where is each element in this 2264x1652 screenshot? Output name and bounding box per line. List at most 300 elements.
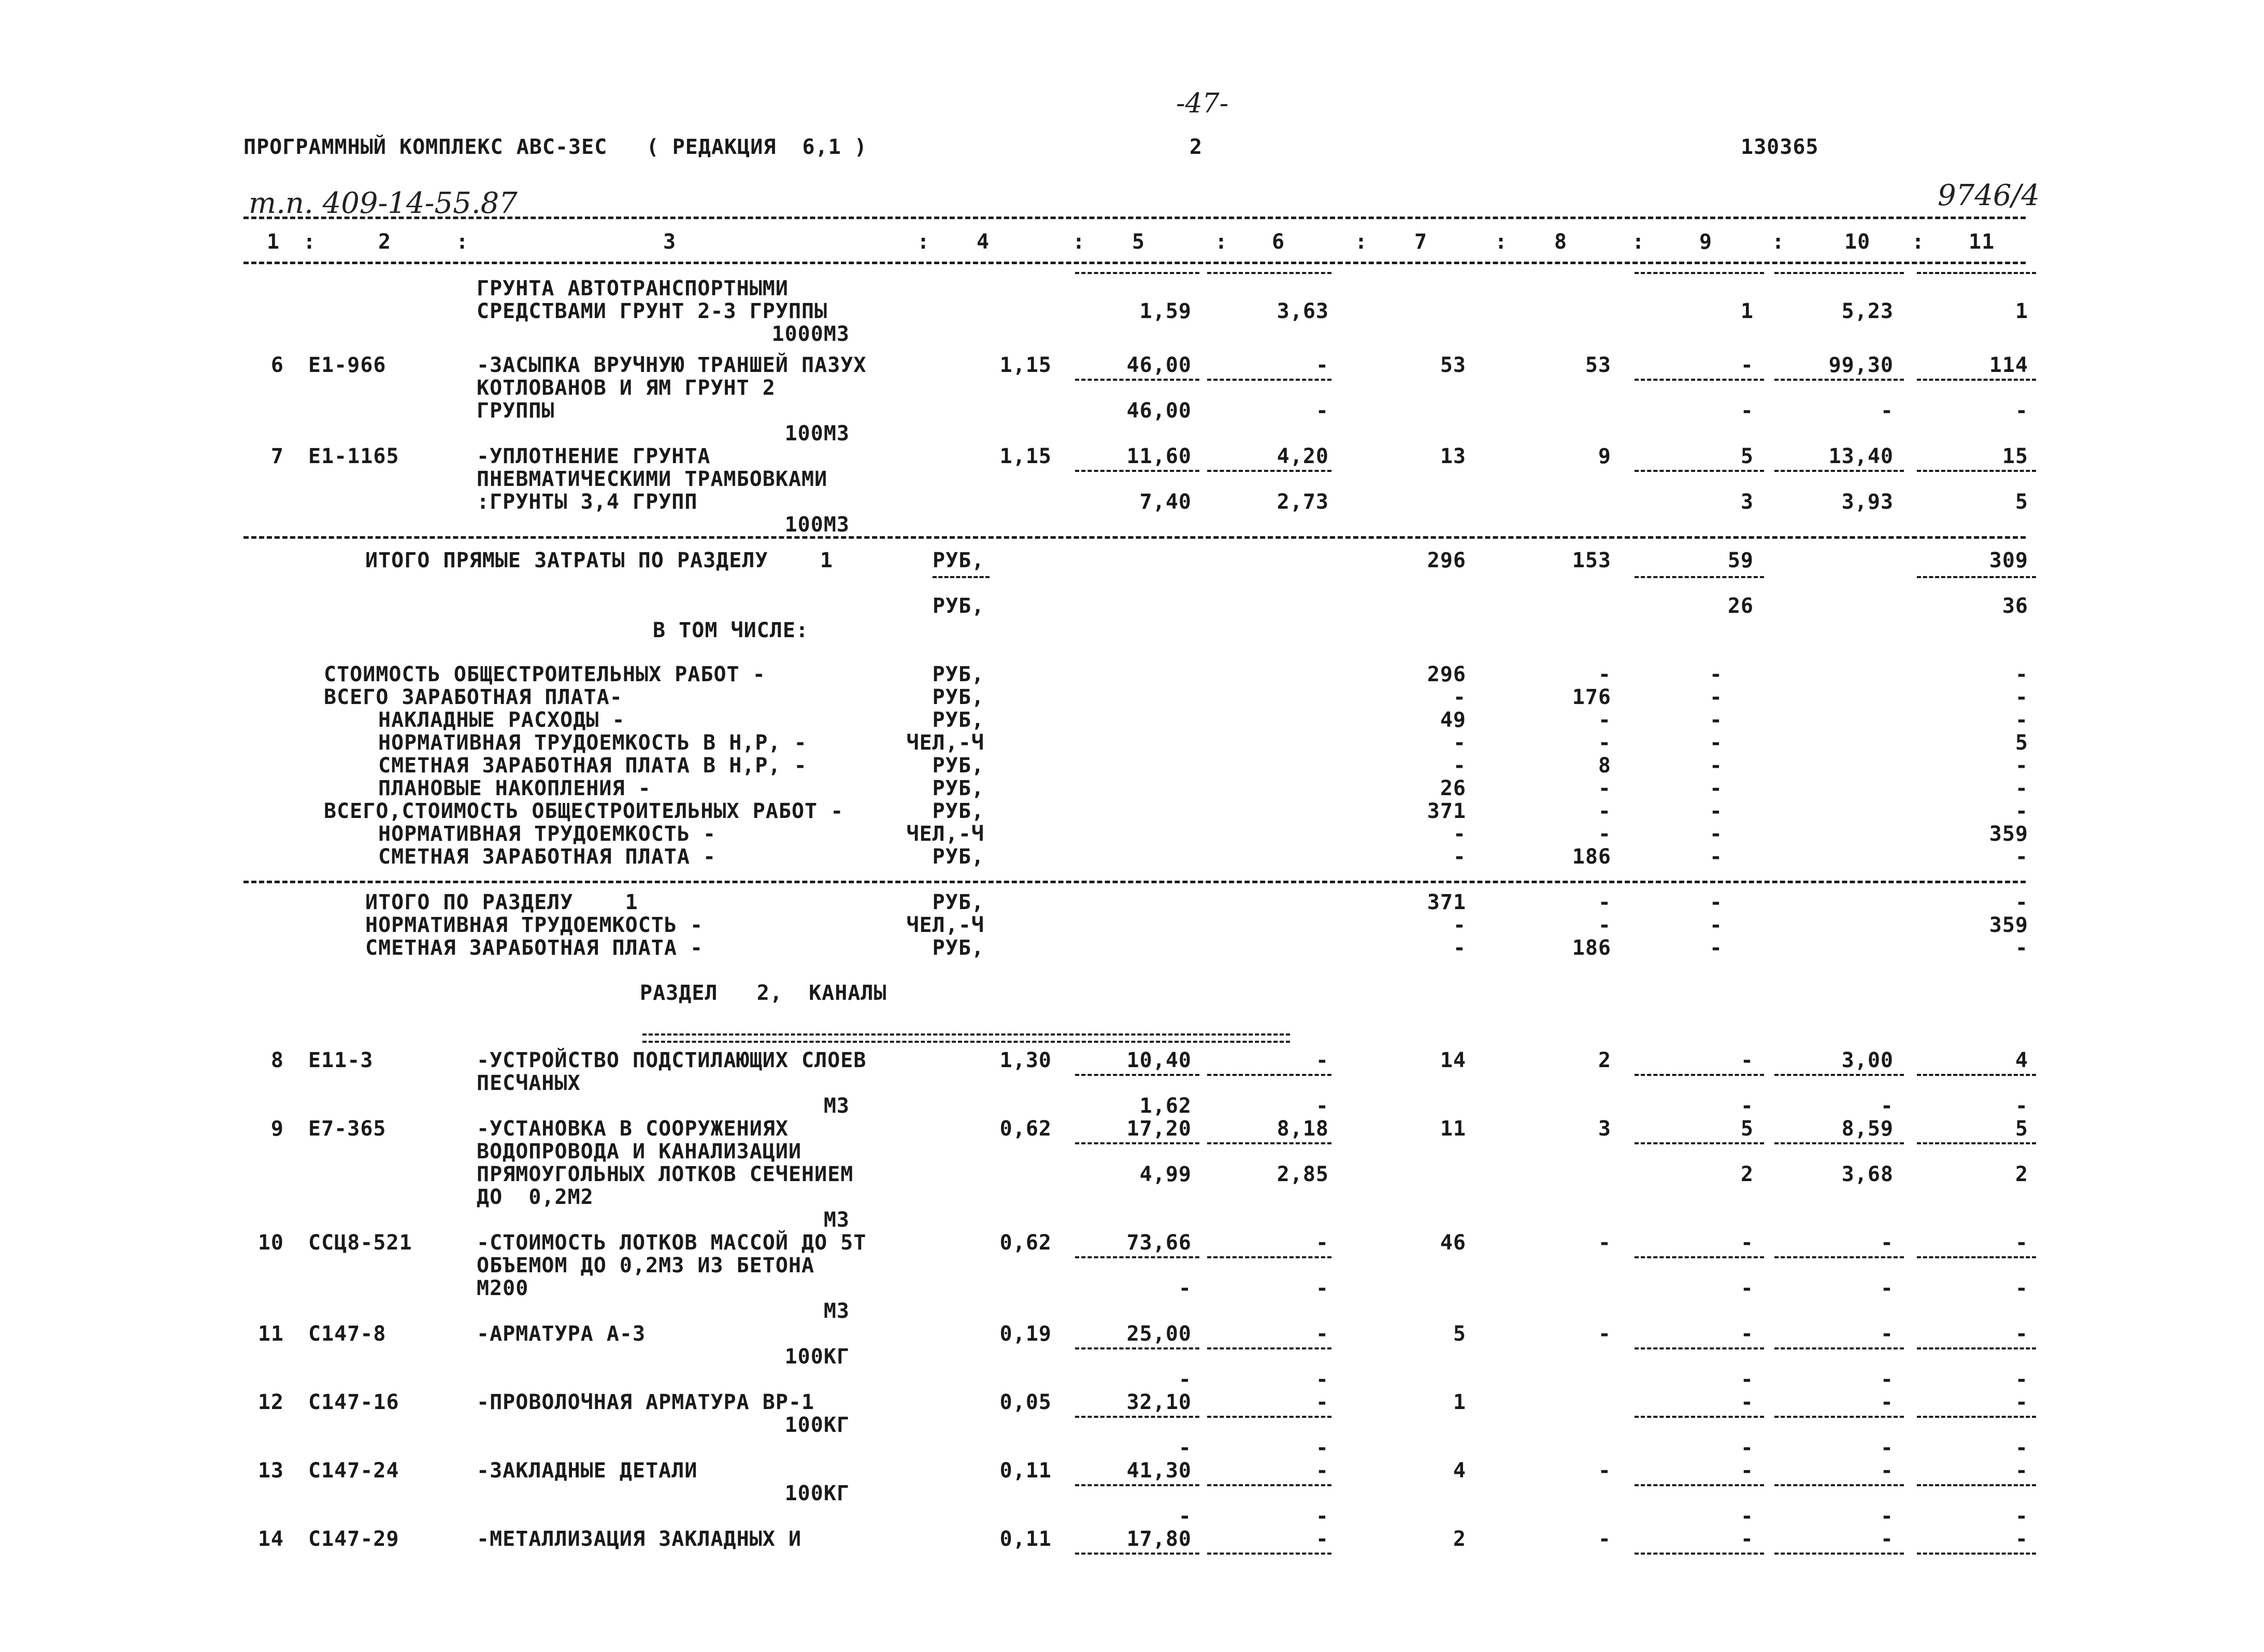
subtotal-rule xyxy=(1917,470,2036,472)
unit-of-measure: М3 xyxy=(823,1094,850,1118)
summary-c9: - xyxy=(1709,845,1723,869)
value-c11b: 5 xyxy=(2015,490,2028,514)
value-c5: 17,80 xyxy=(1126,1527,1192,1551)
total-direct-c9b: 26 xyxy=(1727,594,1754,618)
value-c6: - xyxy=(1315,1048,1329,1072)
subtotal-rule xyxy=(1917,1347,2036,1349)
work-description: ПРЯМОУГОЛЬНЫХ ЛОТКОВ СЕЧЕНИЕМ xyxy=(477,1162,854,1186)
value-c5: 25,00 xyxy=(1126,1322,1192,1346)
summary-c11: - xyxy=(2015,663,2028,686)
value-c6: - xyxy=(1315,1231,1329,1255)
summary-c11: - xyxy=(2015,799,2028,823)
column-header-10: 10 xyxy=(1844,230,1871,254)
value-c7: 53 xyxy=(1440,353,1466,377)
value-c9b: - xyxy=(1740,1504,1754,1528)
row-number: 7 xyxy=(270,444,284,468)
row-number: 14 xyxy=(257,1527,284,1551)
summary-c11: 5 xyxy=(2015,731,2028,755)
section-total-label: НОРМАТИВНАЯ ТРУДОЕМКОСТЬ - xyxy=(365,913,704,937)
value-c8: - xyxy=(1598,1527,1611,1551)
value-c9b: - xyxy=(1740,399,1754,423)
work-description: ГРУППЫ xyxy=(477,399,555,423)
subtotal-rule xyxy=(1207,379,1331,381)
work-description: :ГРУНТЫ 3,4 ГРУПП xyxy=(477,490,698,514)
total-direct-unit-2: РУБ, xyxy=(933,594,985,618)
subtotal-rule xyxy=(1075,1256,1199,1258)
value-c10b: - xyxy=(1880,399,1894,423)
section-total-unit: ЧЕЛ,-Ч xyxy=(906,913,984,937)
value-c9: - xyxy=(1740,1322,1754,1346)
value-c6: - xyxy=(1315,1390,1329,1414)
summary-c11: - xyxy=(2015,777,2028,800)
value-c6b: - xyxy=(1315,399,1329,423)
value-c4: 1,15 xyxy=(999,353,1052,377)
column-separator: : xyxy=(1772,230,1785,254)
value-c5: 73,66 xyxy=(1126,1231,1192,1255)
value-c10b: 3,93 xyxy=(1841,490,1894,514)
value-c7: 13 xyxy=(1440,444,1466,468)
subtotal-rule xyxy=(1774,1553,1904,1555)
rate-code: С147-24 xyxy=(308,1459,399,1483)
value-c8: 2 xyxy=(1598,1048,1611,1072)
summary-label: НАКЛАДНЫЕ РАСХОДЫ - xyxy=(378,708,625,732)
section-total-c9: - xyxy=(1709,936,1723,960)
value-c5b: - xyxy=(1178,1368,1192,1391)
summary-c7: 26 xyxy=(1440,777,1466,800)
work-description: -СТОИМОСТЬ ЛОТКОВ МАССОЙ ДО 5Т xyxy=(477,1231,867,1255)
value-c11b: - xyxy=(2015,1094,2028,1118)
subtotal-rule xyxy=(1207,1256,1331,1258)
section-total-unit: РУБ, xyxy=(932,936,984,960)
summary-c7: 371 xyxy=(1427,799,1466,823)
subtotal-rule xyxy=(1075,1416,1199,1418)
value-c6: - xyxy=(1315,1459,1329,1483)
summary-c9: - xyxy=(1709,663,1723,686)
subtotal-rule xyxy=(1774,1484,1904,1486)
value-c11: 5 xyxy=(2015,1117,2028,1141)
row-number: 11 xyxy=(257,1322,284,1346)
summary-c8: 8 xyxy=(1598,754,1611,778)
summary-c8: 176 xyxy=(1572,685,1611,709)
unit-of-measure: 100КГ xyxy=(784,1413,850,1437)
value-c8: 9 xyxy=(1598,444,1611,468)
subtotal-rule xyxy=(1207,1416,1331,1418)
rate-code: С147-16 xyxy=(308,1390,399,1414)
section-total-c11: - xyxy=(2015,890,2028,914)
summary-c8: - xyxy=(1598,663,1611,686)
value-c11b: - xyxy=(2015,1436,2028,1460)
row-number: 13 xyxy=(257,1459,284,1483)
subtotal-rule xyxy=(1635,272,1764,274)
total-direct-label: ИТОГО ПРЯМЫЕ ЗАТРАТЫ ПО РАЗДЕЛУ 1 xyxy=(365,549,833,572)
section-total-unit: РУБ, xyxy=(932,890,984,914)
summary-c11: - xyxy=(2015,754,2028,778)
subtotal-rule xyxy=(1075,379,1199,381)
value-c10b: - xyxy=(1880,1276,1894,1300)
column-header-1: 1 xyxy=(267,230,280,254)
summary-unit: РУБ, xyxy=(932,708,984,732)
subtotal-rule xyxy=(1635,1484,1764,1486)
total-direct-unit: РУБ, xyxy=(933,549,985,572)
column-header-7: 7 xyxy=(1414,230,1428,254)
summary-c11: - xyxy=(2015,708,2028,732)
value-c6: - xyxy=(1315,1527,1329,1551)
value-c9b: 3 xyxy=(1740,490,1754,514)
work-description: ДО 0,2М2 xyxy=(477,1185,594,1209)
value-c9b: 2 xyxy=(1740,1162,1754,1186)
section-total-c8: - xyxy=(1598,890,1611,914)
work-description: -АРМАТУРА А-3 xyxy=(477,1322,646,1346)
value-c6b: - xyxy=(1315,1504,1329,1528)
value-c10: 13,40 xyxy=(1828,444,1894,468)
subtotal-rule xyxy=(1917,1484,2036,1486)
value-c11: - xyxy=(2015,1527,2028,1551)
summary-unit: РУБ, xyxy=(932,663,984,686)
subtotal-rule xyxy=(1635,1142,1764,1144)
value-c11b: 1 xyxy=(2015,299,2028,323)
section-total-c8: 186 xyxy=(1572,936,1611,960)
work-description: СРЕДСТВАМИ ГРУНТ 2-3 ГРУППЫ xyxy=(477,299,828,323)
value-c6b: 2,73 xyxy=(1277,490,1329,514)
subtotal-rule xyxy=(1917,1142,2036,1144)
subtotal-rule xyxy=(1075,1484,1199,1486)
summary-c7: - xyxy=(1453,845,1466,869)
subtotal-rule xyxy=(1075,1553,1199,1555)
unit-of-measure: 100М3 xyxy=(784,513,850,537)
column-separator: : xyxy=(303,230,317,254)
rate-code: ССЦ8-521 xyxy=(308,1231,412,1255)
value-c9b: - xyxy=(1740,1276,1754,1300)
subtotal-rule xyxy=(1917,1553,2036,1555)
value-c10: 99,30 xyxy=(1828,353,1894,377)
row-number: 12 xyxy=(257,1390,284,1414)
summary-c7: 296 xyxy=(1427,663,1466,686)
value-c4: 1,15 xyxy=(999,444,1052,468)
section-2-underline xyxy=(642,1033,1290,1043)
value-c5b: - xyxy=(1178,1436,1192,1460)
value-c11b: 2 xyxy=(2015,1162,2028,1186)
subtotal-rule xyxy=(1207,1553,1331,1555)
handwritten-project-number: т.п. 409-14-55.87 xyxy=(249,186,518,220)
summary-unit: ЧЕЛ,-Ч xyxy=(906,822,984,846)
subtotal-rule xyxy=(1774,1142,1904,1144)
value-c7: 2 xyxy=(1453,1527,1466,1551)
unit-rule xyxy=(933,576,990,578)
value-c11: - xyxy=(2015,1459,2028,1483)
value-c5: 32,10 xyxy=(1126,1390,1192,1414)
including-heading: В ТОМ ЧИСЛЕ: xyxy=(653,619,809,642)
value-c9: - xyxy=(1740,1390,1754,1414)
row-number: 10 xyxy=(257,1231,284,1255)
value-c4: 0,62 xyxy=(999,1117,1052,1141)
document-code: 130365 xyxy=(1741,135,1819,159)
subtotal-rule xyxy=(1774,272,1904,274)
column-header-4: 4 xyxy=(977,230,990,254)
column-separator: : xyxy=(1912,230,1925,254)
value-c7: 1 xyxy=(1453,1390,1466,1414)
column-header-8: 8 xyxy=(1554,230,1568,254)
value-c5b: - xyxy=(1178,1504,1192,1528)
unit-of-measure: 1000М3 xyxy=(771,322,850,346)
value-c4: 1,30 xyxy=(999,1048,1052,1072)
column-separator: : xyxy=(917,230,930,254)
summary-c8: - xyxy=(1598,777,1611,800)
summary-label: СТОИМОСТЬ ОБЩЕСТРОИТЕЛЬНЫХ РАБОТ - xyxy=(324,663,766,686)
summary-c8: - xyxy=(1598,799,1611,823)
rule-totals xyxy=(243,536,2026,539)
value-c10: 8,59 xyxy=(1841,1117,1894,1141)
value-c6b: - xyxy=(1315,1368,1329,1391)
subtotal-rule xyxy=(1635,1074,1764,1076)
value-c10: - xyxy=(1880,1390,1894,1414)
value-c10: 3,00 xyxy=(1841,1048,1894,1072)
subtotal-rule xyxy=(1075,1347,1199,1349)
summary-c9: - xyxy=(1709,777,1723,800)
rule-under-headers xyxy=(243,262,2026,264)
summary-c9: - xyxy=(1709,799,1723,823)
subtotal-rule xyxy=(1635,470,1764,472)
summary-label: ПЛАНОВЫЕ НАКОПЛЕНИЯ - xyxy=(378,777,651,800)
value-c7: 11 xyxy=(1440,1117,1466,1141)
work-description: ОБЪЕМОМ ДО 0,2М3 ИЗ БЕТОНА xyxy=(477,1254,815,1277)
summary-c9: - xyxy=(1709,685,1723,709)
value-c7: 5 xyxy=(1453,1322,1466,1346)
value-c10b: - xyxy=(1880,1436,1894,1460)
total-direct-c8: 153 xyxy=(1572,549,1611,572)
value-c11b: - xyxy=(2015,1368,2028,1391)
subtotal-rule xyxy=(1207,272,1331,274)
value-c9b: - xyxy=(1740,1094,1754,1118)
subtotal-rule xyxy=(1774,1074,1904,1076)
summary-c9: - xyxy=(1709,754,1723,778)
value-c8: - xyxy=(1598,1459,1611,1483)
summary-c8: 186 xyxy=(1572,845,1611,869)
work-description: М200 xyxy=(477,1276,529,1300)
rule-top xyxy=(243,217,2026,219)
summary-c9: - xyxy=(1709,708,1723,732)
work-description: ГРУНТА АВТОТРАНСПОРТНЫМИ xyxy=(477,277,789,300)
subtotal-rule xyxy=(1917,576,2036,578)
column-separator: : xyxy=(1495,230,1508,254)
total-direct-c7: 296 xyxy=(1427,549,1466,572)
column-separator: : xyxy=(1072,230,1086,254)
summary-unit: РУБ, xyxy=(932,777,984,800)
value-c8: - xyxy=(1598,1231,1611,1255)
rate-code: С147-29 xyxy=(308,1527,399,1551)
column-header-2: 2 xyxy=(378,230,392,254)
value-c4: 0,11 xyxy=(999,1527,1052,1551)
section-total-c9: - xyxy=(1709,890,1723,914)
value-c10: - xyxy=(1880,1527,1894,1551)
page-number: -47- xyxy=(1176,88,1229,119)
unit-of-measure: М3 xyxy=(823,1299,850,1323)
value-c9: - xyxy=(1740,1527,1754,1551)
subtotal-rule xyxy=(1635,576,1764,578)
value-c5b: 1,62 xyxy=(1139,1094,1192,1118)
value-c9b: - xyxy=(1740,1368,1754,1391)
value-c7: 4 xyxy=(1453,1459,1466,1483)
value-c10b: 3,68 xyxy=(1841,1162,1894,1186)
value-c9: 5 xyxy=(1740,1117,1754,1141)
section-total-label: СМЕТНАЯ ЗАРАБОТНАЯ ПЛАТА - xyxy=(365,936,704,960)
section-2-title: РАЗДЕЛ 2, КАНАЛЫ xyxy=(640,981,887,1005)
summary-c7: - xyxy=(1453,685,1466,709)
summary-c11: 359 xyxy=(1989,822,2028,846)
section-total-label: ИТОГО ПО РАЗДЕЛУ 1 xyxy=(365,890,638,914)
total-direct-c9: 59 xyxy=(1727,549,1754,572)
work-description: -УСТАНОВКА В СООРУЖЕНИЯХ xyxy=(477,1117,789,1141)
program-header: ПРОГРАММНЫЙ КОМПЛЕКС АВС-3ЕС ( РЕДАКЦИЯ 6,1 ) xyxy=(243,135,867,159)
value-c6: 4,20 xyxy=(1277,444,1329,468)
summary-label: ВСЕГО ЗАРАБОТНАЯ ПЛАТА- xyxy=(324,685,623,709)
value-c6b: - xyxy=(1315,1436,1329,1460)
work-description: ПЕСЧАНЫХ xyxy=(477,1071,581,1095)
row-number: 9 xyxy=(270,1117,284,1141)
unit-of-measure: 100КГ xyxy=(784,1482,850,1505)
subtotal-rule xyxy=(1207,1484,1331,1486)
work-description: КОТЛОВАНОВ И ЯМ ГРУНТ 2 xyxy=(477,376,776,400)
subtotal-rule xyxy=(1075,470,1199,472)
subtotal-rule xyxy=(1635,1256,1764,1258)
value-c9: - xyxy=(1740,1231,1754,1255)
subtotal-rule xyxy=(1075,1142,1199,1144)
value-c7: 46 xyxy=(1440,1231,1466,1255)
section-total-c7: - xyxy=(1453,913,1466,937)
summary-label: НОРМАТИВНАЯ ТРУДОЕМКОСТЬ В Н,Р, - xyxy=(378,731,807,755)
value-c6b: - xyxy=(1315,1276,1329,1300)
value-c9b: - xyxy=(1740,1436,1754,1460)
value-c9: - xyxy=(1740,1459,1754,1483)
value-c5: 46,00 xyxy=(1126,353,1192,377)
subtotal-rule xyxy=(1774,1347,1904,1349)
rate-code: Е11-3 xyxy=(308,1048,374,1072)
value-c11: 114 xyxy=(1989,353,2028,377)
summary-label: СМЕТНАЯ ЗАРАБОТНАЯ ПЛАТА В Н,Р, - xyxy=(378,754,807,778)
value-c10: - xyxy=(1880,1231,1894,1255)
work-description: -МЕТАЛЛИЗАЦИЯ ЗАКЛАДНЫХ И xyxy=(477,1527,802,1551)
work-description: ВОДОПРОВОДА И КАНАЛИЗАЦИИ xyxy=(477,1140,802,1163)
value-c4: 0,62 xyxy=(999,1231,1052,1255)
section-total-c8: - xyxy=(1598,913,1611,937)
unit-of-measure: 100М3 xyxy=(784,422,850,446)
value-c9: - xyxy=(1740,353,1754,377)
subtotal-rule xyxy=(1635,1553,1764,1555)
value-c5: 41,30 xyxy=(1126,1459,1192,1483)
rate-code: С147-8 xyxy=(308,1322,386,1346)
value-c11b: - xyxy=(2015,1276,2028,1300)
value-c11b: - xyxy=(2015,399,2028,423)
value-c11: - xyxy=(2015,1322,2028,1346)
column-header-5: 5 xyxy=(1132,230,1145,254)
value-c5b: 4,99 xyxy=(1139,1162,1192,1186)
section-total-c11: 359 xyxy=(1989,913,2028,937)
row-number: 6 xyxy=(270,353,284,377)
subtotal-rule xyxy=(1635,379,1764,381)
summary-c11: - xyxy=(2015,685,2028,709)
section-total-c7: - xyxy=(1453,936,1466,960)
subtotal-rule xyxy=(1207,1074,1331,1076)
value-c11: 15 xyxy=(2002,444,2028,468)
column-separator: : xyxy=(1355,230,1368,254)
value-c8: 3 xyxy=(1598,1117,1611,1141)
section-total-c9: - xyxy=(1709,913,1723,937)
section-total-c11: - xyxy=(2015,936,2028,960)
value-c5b: 7,40 xyxy=(1139,490,1192,514)
value-c9: - xyxy=(1740,1048,1754,1072)
summary-unit: РУБ, xyxy=(932,845,984,869)
work-description: -ЗАСЫПКА ВРУЧНУЮ ТРАНШЕЙ ПАЗУХ xyxy=(477,353,867,377)
subtotal-rule xyxy=(1075,1074,1199,1076)
value-c11: - xyxy=(2015,1390,2028,1414)
summary-c9: - xyxy=(1709,731,1723,755)
rate-code: Е1-966 xyxy=(308,353,386,377)
summary-unit: РУБ, xyxy=(932,685,984,709)
column-header-11: 11 xyxy=(1969,230,1995,254)
subtotal-rule xyxy=(1917,379,2036,381)
value-c6: 8,18 xyxy=(1277,1117,1329,1141)
summary-label: СМЕТНАЯ ЗАРАБОТНАЯ ПЛАТА - xyxy=(378,845,717,869)
value-c5: 11,60 xyxy=(1126,444,1192,468)
value-c10: - xyxy=(1880,1322,1894,1346)
summary-unit: РУБ, xyxy=(932,799,984,823)
summary-c8: - xyxy=(1598,731,1611,755)
subtotal-rule xyxy=(1774,1256,1904,1258)
summary-c9: - xyxy=(1709,822,1723,846)
summary-label: ВСЕГО,СТОИМОСТЬ ОБЩЕСТРОИТЕЛЬНЫХ РАБОТ - xyxy=(324,799,844,823)
value-c5b: - xyxy=(1178,1276,1192,1300)
summary-c7: - xyxy=(1453,754,1466,778)
work-description: ПНЕВМАТИЧЕСКИМИ ТРАМБОВКАМИ xyxy=(477,467,828,491)
value-c11: - xyxy=(2015,1231,2028,1255)
handwritten-sheet-mark: 9746/4 xyxy=(1938,179,2040,212)
section-total-c7: 371 xyxy=(1427,890,1466,914)
value-c4: 0,11 xyxy=(999,1459,1052,1483)
column-header-3: 3 xyxy=(663,230,677,254)
subtotal-rule xyxy=(1917,1074,2036,1076)
value-c11b: - xyxy=(2015,1504,2028,1528)
summary-c11: - xyxy=(2015,845,2028,869)
subtotal-rule xyxy=(1075,272,1199,274)
subtotal-rule xyxy=(1635,1416,1764,1418)
work-description: -УСТРОЙСТВО ПОДСТИЛАЮЩИХ СЛОЕВ xyxy=(477,1048,867,1072)
value-c10b: - xyxy=(1880,1368,1894,1391)
value-c9b: 1 xyxy=(1740,299,1754,323)
value-c4: 0,19 xyxy=(999,1322,1052,1346)
value-c6: - xyxy=(1315,1322,1329,1346)
subtotal-rule xyxy=(1917,1256,2036,1258)
subtotal-rule xyxy=(1207,1347,1331,1349)
unit-of-measure: 100КГ xyxy=(784,1345,850,1369)
summary-label: НОРМАТИВНАЯ ТРУДОЕМКОСТЬ - xyxy=(378,822,717,846)
summary-c7: - xyxy=(1453,822,1466,846)
column-header-6: 6 xyxy=(1272,230,1285,254)
value-c10: - xyxy=(1880,1459,1894,1483)
value-c6b: 2,85 xyxy=(1277,1162,1329,1186)
value-c10b: 5,23 xyxy=(1841,299,1894,323)
summary-c7: 49 xyxy=(1440,708,1466,732)
column-separator: : xyxy=(1215,230,1228,254)
value-c5b: 46,00 xyxy=(1126,399,1192,423)
value-c6b: - xyxy=(1315,1094,1329,1118)
subtotal-rule xyxy=(1774,470,1904,472)
unit-of-measure: М3 xyxy=(823,1208,850,1232)
subtotal-rule xyxy=(1774,1416,1904,1418)
summary-c8: - xyxy=(1598,708,1611,732)
value-c6: - xyxy=(1315,353,1329,377)
total-direct-c11b: 36 xyxy=(2002,594,2028,618)
subtotal-rule xyxy=(1917,272,2036,274)
summary-unit: ЧЕЛ,-Ч xyxy=(906,731,984,755)
